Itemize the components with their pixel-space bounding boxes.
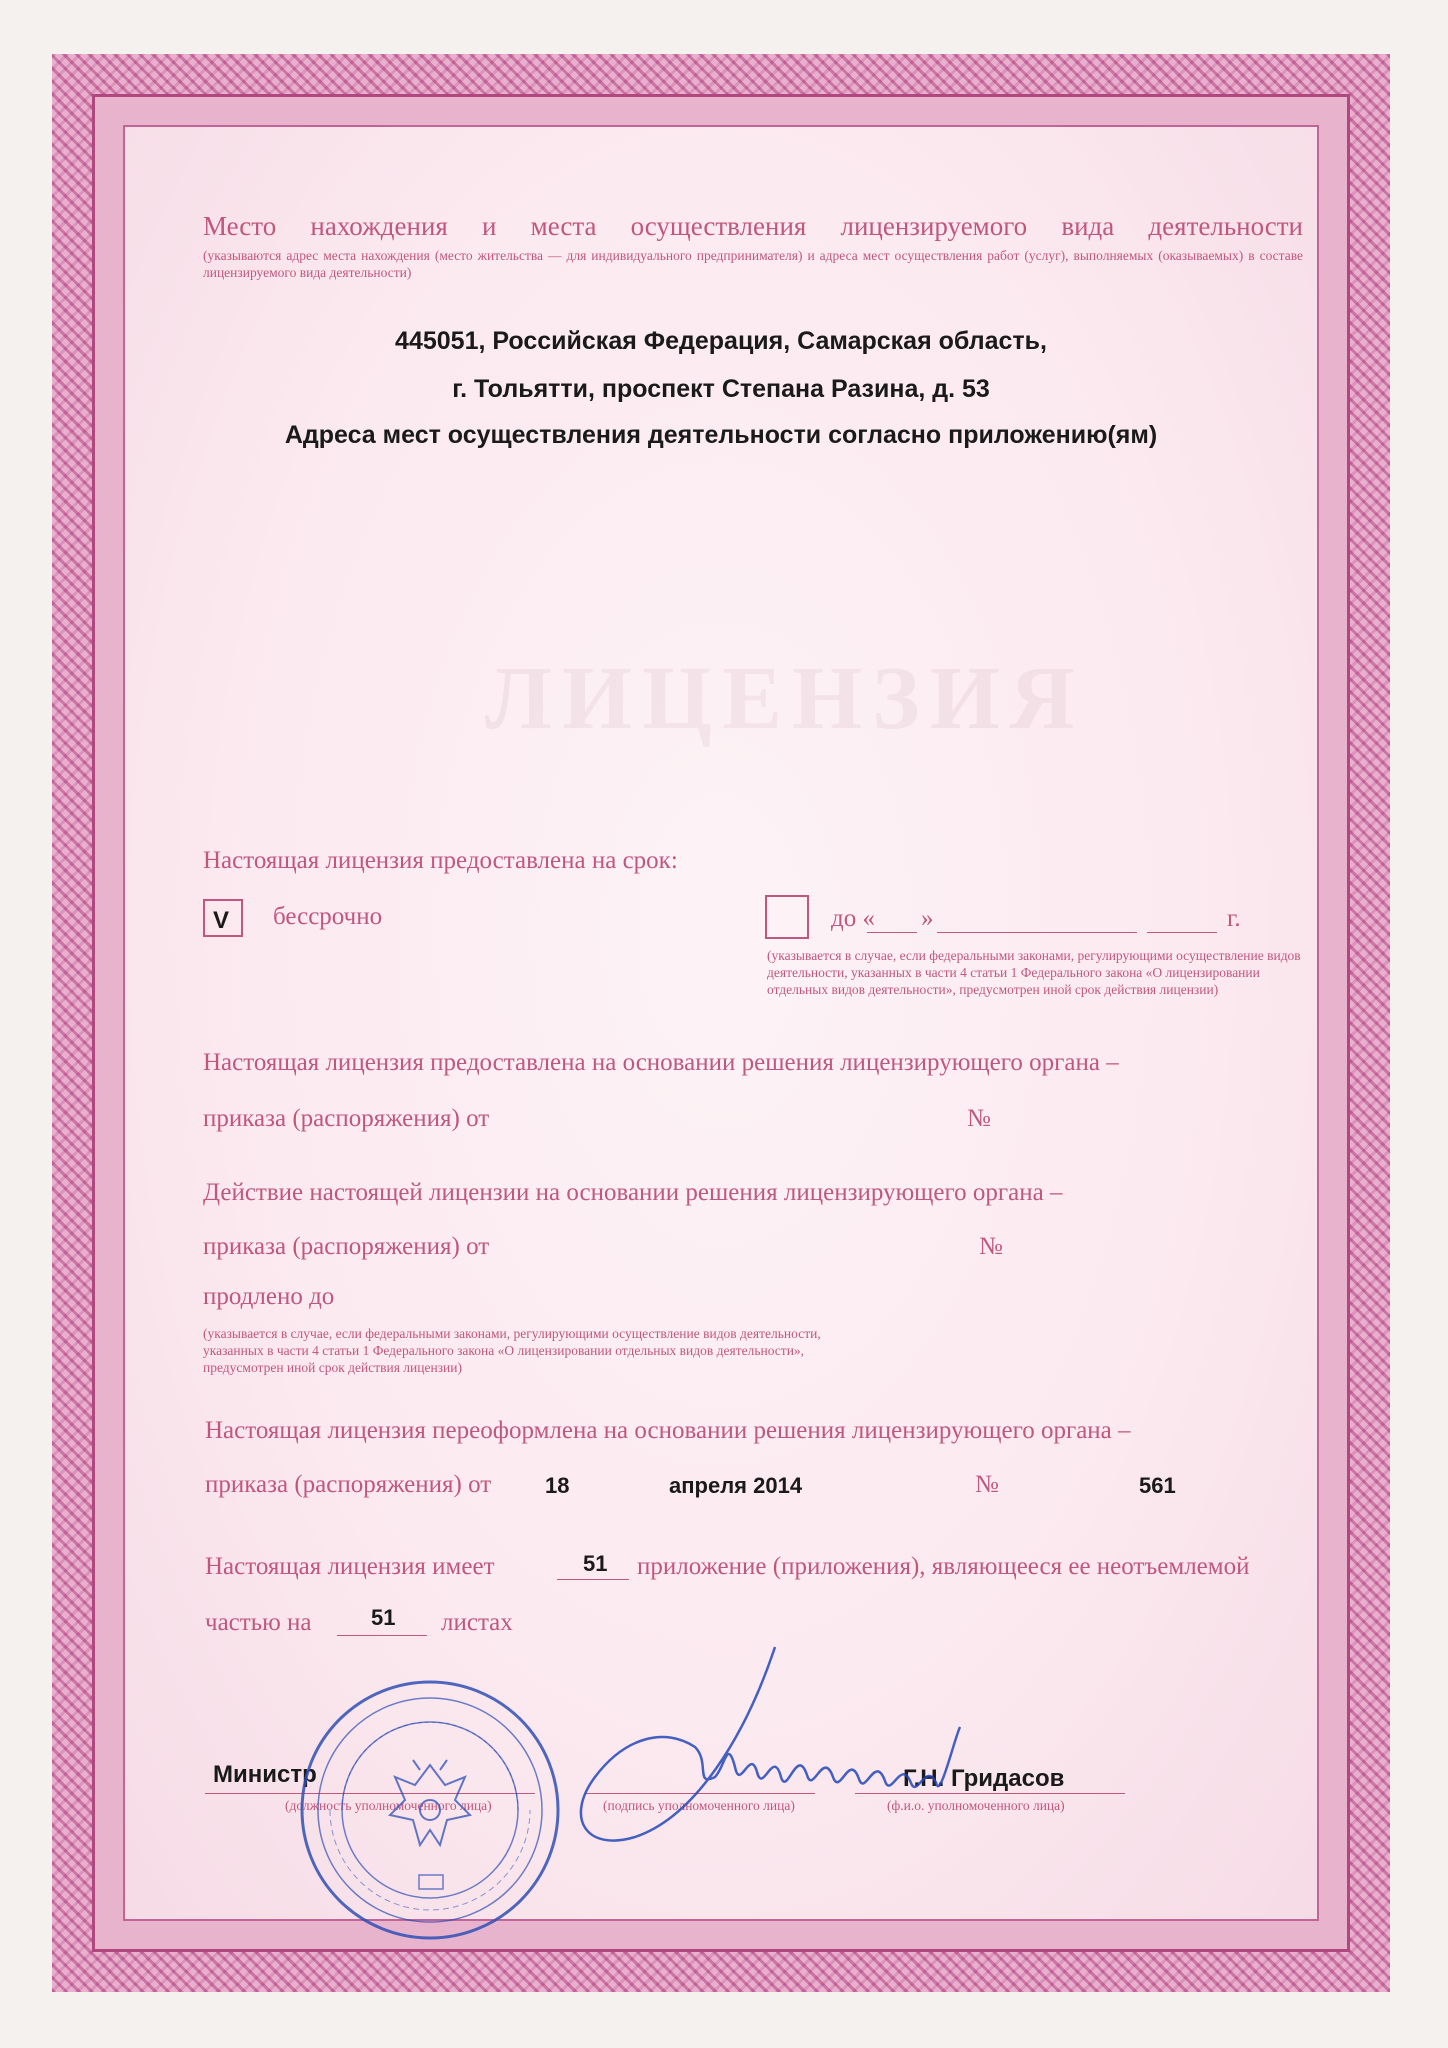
handwritten-signature-icon [545, 1627, 1105, 1857]
basis-number-sign: № [967, 1105, 991, 1132]
address-line-2: г. Тольятти, проспект Степана Разина, д. 53 [452, 375, 990, 403]
appendix-sheets: 51 [371, 1605, 396, 1630]
extension-order-label: приказа (распоряжения) от [203, 1233, 490, 1260]
basis-order-label: приказа (распоряжения) от [203, 1105, 490, 1132]
checkbox-unlimited[interactable] [203, 899, 243, 937]
checkbox-mark: V [213, 907, 230, 934]
until-day-line [867, 932, 917, 933]
extension-label: Действие настоящей лицензии на основании решения лицензирующего органа – [203, 1179, 1063, 1206]
appendix-count-line [557, 1579, 629, 1580]
reissue-order-label: приказа (распоряжения) от [205, 1471, 492, 1498]
appendix-count: 51 [583, 1551, 608, 1576]
until-year-line [1147, 932, 1217, 933]
document-field [123, 125, 1319, 1921]
appendix-line2-suffix: листах [441, 1609, 513, 1636]
basis-label: Настоящая лицензия предоставлена на основании решения лицензирующего органа – [203, 1049, 1119, 1076]
until-month-line [937, 932, 1137, 933]
signer-position: Министр [213, 1761, 317, 1788]
extension-number-sign: № [979, 1233, 1003, 1260]
address-line-1: 445051, Российская Федерация, Самарская область, [395, 327, 1047, 355]
extended-until-label: продлено до [203, 1283, 335, 1310]
watermark: ЛИЦЕНЗИЯ [485, 649, 1085, 748]
appendix-prefix: Настоящая лицензия имеет [205, 1553, 495, 1580]
checkbox-until[interactable] [765, 895, 809, 939]
location-note: (указываются адрес места нахождения (место жительства — для индивидуального предпринимателя) и адреса мест осуществления работ (услуг), выполняемых (оказываемых) в составе лицензируемого вида деятельности) [203, 248, 1303, 280]
appendix-line2-prefix: частью на [205, 1609, 312, 1636]
license-page [52, 54, 1390, 1992]
term-note: (указывается в случае, если федеральными законами, регулирующими осуществление видов деятельности, указанных в части 4 статьи 1 Федерального закона «О лицензировании отдельных видов деятельности», предусмотрен иной срок действия лицензии) [767, 948, 1301, 997]
reissue-number: 561 [1139, 1473, 1176, 1498]
term-label: Настоящая лицензия предоставлена на срок: [203, 847, 678, 874]
official-seal-icon [295, 1675, 565, 1945]
location-title: Место нахождения и места осуществления лицензируемого вида деятельности [203, 211, 1303, 241]
signer-name: Г.Н. Гридасов [903, 1765, 1065, 1792]
address-line-3: Адреса мест осуществления деятельности согласно приложению(ям) [284, 421, 1158, 449]
until-quote: » [921, 905, 934, 932]
appendix-middle: приложение (приложения), являющееся ее неотъемлемой [637, 1553, 1250, 1580]
option-unlimited: бессрочно [273, 903, 383, 930]
ornamental-border [92, 94, 1350, 1952]
sign-note: (подпись уполномоченного лица) [603, 1798, 795, 1813]
reissue-month-year: апреля 2014 [669, 1473, 803, 1498]
until-suffix: г. [1227, 905, 1241, 932]
until-prefix: до « [831, 905, 875, 932]
extension-note: (указывается в случае, если федеральными законами, регулирующими осуществление видов деятельности, указанных в части 4 статьи 1 Федерального закона «О лицензировании отдельных видов деятельности», предусмотрен иной срок действия лицензии) [203, 1326, 821, 1375]
appendix-sheets-line [337, 1635, 427, 1636]
name-note: (ф.и.о. уполномоченного лица) [887, 1798, 1065, 1813]
position-note: (должность уполномоченного лица) [285, 1798, 492, 1813]
reissue-label: Настоящая лицензия переоформлена на основании решения лицензирующего органа – [205, 1417, 1131, 1444]
reissue-number-sign: № [975, 1471, 999, 1498]
reissue-day: 18 [545, 1473, 570, 1498]
